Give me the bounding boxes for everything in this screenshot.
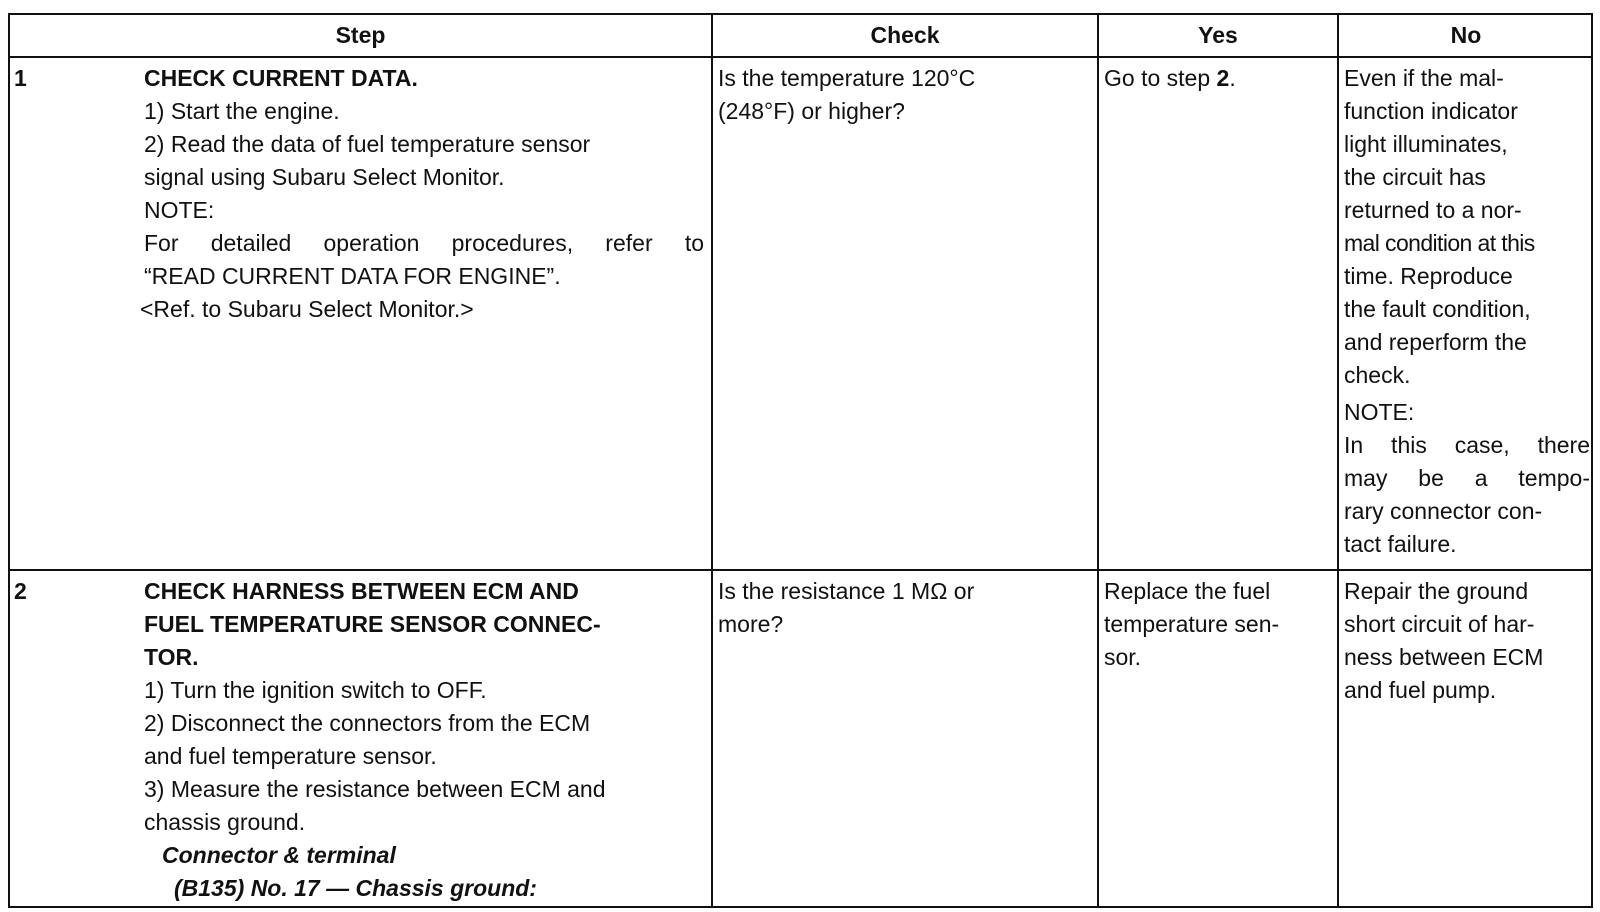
row-1-yes-prefix: Go to step <box>1104 65 1217 91</box>
row-divider <box>10 569 1591 571</box>
row-2-step-line: 2) Disconnect the connectors from the ECM <box>144 710 591 736</box>
row-1-no-line: function indicator <box>1344 98 1518 124</box>
row-2-check-line: Is the resistance 1 MΩ or <box>718 578 975 604</box>
row-1-note-line: <Ref. to Subaru Select Monitor.> <box>140 296 474 322</box>
row-2-title-line: CHECK HARNESS BETWEEN ECM AND <box>144 578 579 604</box>
row-2-step-content <box>144 575 704 905</box>
row-1-title: CHECK CURRENT DATA. <box>144 65 418 91</box>
row-1-note-label: NOTE: <box>144 197 215 223</box>
row-2-title-line: FUEL TEMPERATURE SENSOR CONNEC- <box>144 611 601 637</box>
row-2-step-line: 3) Measure the resistance between ECM and <box>144 776 606 802</box>
row-2-yes-line: temperature sen- <box>1104 611 1280 637</box>
row-divider <box>10 56 1591 58</box>
row-1-no-line: time. Reproduce <box>1344 263 1513 289</box>
row-1-step-line: signal using Subaru Select Monitor. <box>144 164 505 190</box>
column-divider <box>1337 15 1339 906</box>
row-2-no <box>1344 575 1590 707</box>
row-1-no-line: light illuminates, <box>1344 131 1508 157</box>
row-2-step-number: 2 <box>14 578 27 604</box>
header-no: No <box>1450 22 1482 48</box>
row-1-no-note-line: In this case, there <box>1344 432 1590 458</box>
row-2-check-line: more? <box>718 611 784 637</box>
row-2-yes-line: Replace the fuel <box>1104 578 1271 604</box>
row-1-no-line: and reperform the <box>1344 329 1527 355</box>
row-1-step-line: 2) Read the data of fuel temperature sensor <box>144 131 591 157</box>
header-step: Step <box>335 22 386 48</box>
row-1-yes-suffix: . <box>1229 65 1236 91</box>
row-2-step-line: chassis ground. <box>144 809 306 835</box>
row-1-yes-step-ref: 2 <box>1216 65 1230 91</box>
row-2-step-line: 1) Turn the ignition switch to OFF. <box>144 677 487 703</box>
diagnostic-table <box>8 13 1593 908</box>
row-2-yes-line: sor. <box>1104 644 1142 670</box>
row-1-note-line: For detailed operation procedures, refer to <box>144 230 704 256</box>
row-2-no-line: ness between ECM <box>1344 644 1544 670</box>
row-2-connector-value: (B135) No. 17 — Chassis ground: <box>174 875 537 901</box>
row-1-check-line: (248°F) or higher? <box>718 98 905 124</box>
row-1-note-line: “READ CURRENT DATA FOR ENGINE”. <box>144 263 561 289</box>
row-2-step-line: and fuel temperature sensor. <box>144 743 437 769</box>
row-1-step-content <box>140 62 704 326</box>
row-1-step-number: 1 <box>14 65 27 91</box>
row-1-no <box>1344 62 1590 561</box>
column-divider <box>711 15 713 906</box>
row-2-no-line: short circuit of har- <box>1344 611 1535 637</box>
row-2-no-line: and fuel pump. <box>1344 677 1497 703</box>
row-1-no-note-line: rary connector con- <box>1344 498 1543 524</box>
row-1-check-line: Is the temperature 120°C <box>718 65 976 91</box>
row-2-connector-label: Connector & terminal <box>162 842 396 868</box>
row-2-no-line: Repair the ground <box>1344 578 1529 604</box>
row-1-no-line: returned to a nor- <box>1344 197 1522 223</box>
row-1-no-note-label: NOTE: <box>1344 399 1415 425</box>
row-1-no-line: check. <box>1344 362 1411 388</box>
header-check: Check <box>870 22 940 48</box>
column-divider <box>1097 15 1099 906</box>
row-1-yes <box>1104 62 1332 95</box>
row-1-no-note-line: tact failure. <box>1344 531 1457 557</box>
row-1-no-line: mal condition at this <box>1344 230 1535 256</box>
header-yes: Yes <box>1198 22 1238 48</box>
row-1-check <box>718 62 1090 128</box>
row-1-step-line: 1) Start the engine. <box>144 98 340 124</box>
row-2-check <box>718 575 1090 641</box>
row-1-no-note-line: may be a tempo- <box>1344 465 1590 491</box>
row-1-no-line: the fault condition, <box>1344 296 1531 322</box>
row-2-yes <box>1104 575 1332 674</box>
row-2-title-line: TOR. <box>144 644 199 670</box>
row-1-no-line: Even if the mal- <box>1344 65 1504 91</box>
row-1-no-line: the circuit has <box>1344 164 1486 190</box>
